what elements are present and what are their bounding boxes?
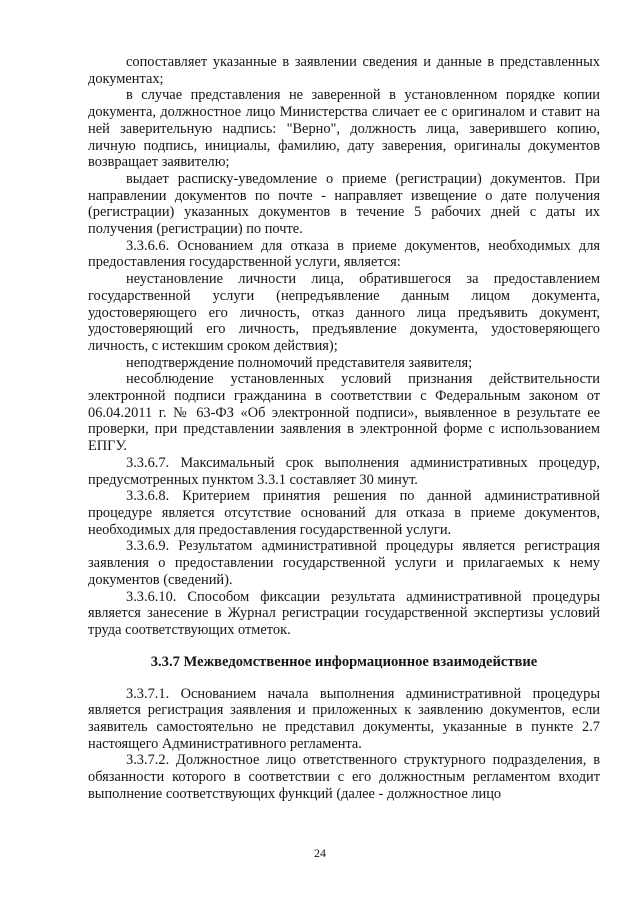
paragraph: 3.3.6.10. Способом фиксации результата административной процедуры является занесение в Журнал регистрации государственной экспертизы условий труда соответствующих отметок. xyxy=(88,588,600,638)
paragraph: 3.3.6.8. Критерием принятия решения по данной административной процедуре является отсутствие оснований для отказа в приеме документов, необходимых для предоставления государственной услуги. xyxy=(88,488,600,538)
page-number: 24 xyxy=(314,846,326,860)
paragraph: 3.3.6.6. Основанием для отказа в приеме документов, необходимых для предоставления государственной услуги, является: xyxy=(88,237,600,271)
paragraph: 3.3.6.9. Результатом административной процедуры является регистрация заявления о предоставлении государственной услуги и прилагаемых к нему документов (сведений). xyxy=(88,538,600,588)
document-page xyxy=(88,54,600,803)
paragraph: неподтверждение полномочий представителя заявителя; xyxy=(126,354,473,371)
paragraph: 3.3.7.1. Основанием начала выполнения административной процедуры является регистрация заявления и приложенных к заявлению документов, если заявитель самостоятельно не представил документы, указанные в пункте 2.7 настоящего Административного регламента. xyxy=(88,685,600,752)
paragraph: неустановление личности лица, обратившегося за предоставлением государственной услуги (непредъявление данным лицом документа, удостоверяющего его личность, отказ данного лица предъявить документ, удостоверяющий его личность, предъявление документа, удостоверяющего личность, с истекшим сроком действия); xyxy=(88,271,600,354)
paragraph: несоблюдение установленных условий признания действительности электронной подписи гражданина в соответствии с Федеральным законом от 06.04.2011 г. № 63-ФЗ «Об электронной подписи», выявленное в результате ее проверки, при представлении заявления в электронной форме с использованием ЕПГУ. xyxy=(88,371,600,455)
paragraph: в случае представления не заверенной в установленном порядке копии документа, должностное лицо Министерства сличает ее с оригиналом и ставит на ней заверительную надпись: "Верно", должность лица, заверившего копию, личную подпись, инициалы, фамилию, дату заверения, оригиналы документов возвращает заявителю; xyxy=(88,87,600,171)
paragraph: выдает расписку-уведомление о приеме (регистрации) документов. При направлении документов по почте - направляет извещение о дате получения (регистрации) указанных документов в течение 5 рабочих дней с даты их получения (регистрации) по почте. xyxy=(88,170,600,238)
paragraph: 3.3.7.2. Должностное лицо ответственного структурного подразделения, в обязанности которого в соответствии с его должностным регламентом входит выполнение соответствующих функций (далее - должностное лицо xyxy=(88,752,600,802)
paragraph: сопоставляет указанные в заявлении сведения и данные в представленных документах; xyxy=(88,54,600,87)
section-heading: 3.3.7 Межведомственное информационное взаимодействие xyxy=(150,653,538,670)
paragraph: 3.3.6.7. Максимальный срок выполнения административных процедур, предусмотренных пунктом 3.3.1 составляет 30 минут. xyxy=(88,454,600,488)
